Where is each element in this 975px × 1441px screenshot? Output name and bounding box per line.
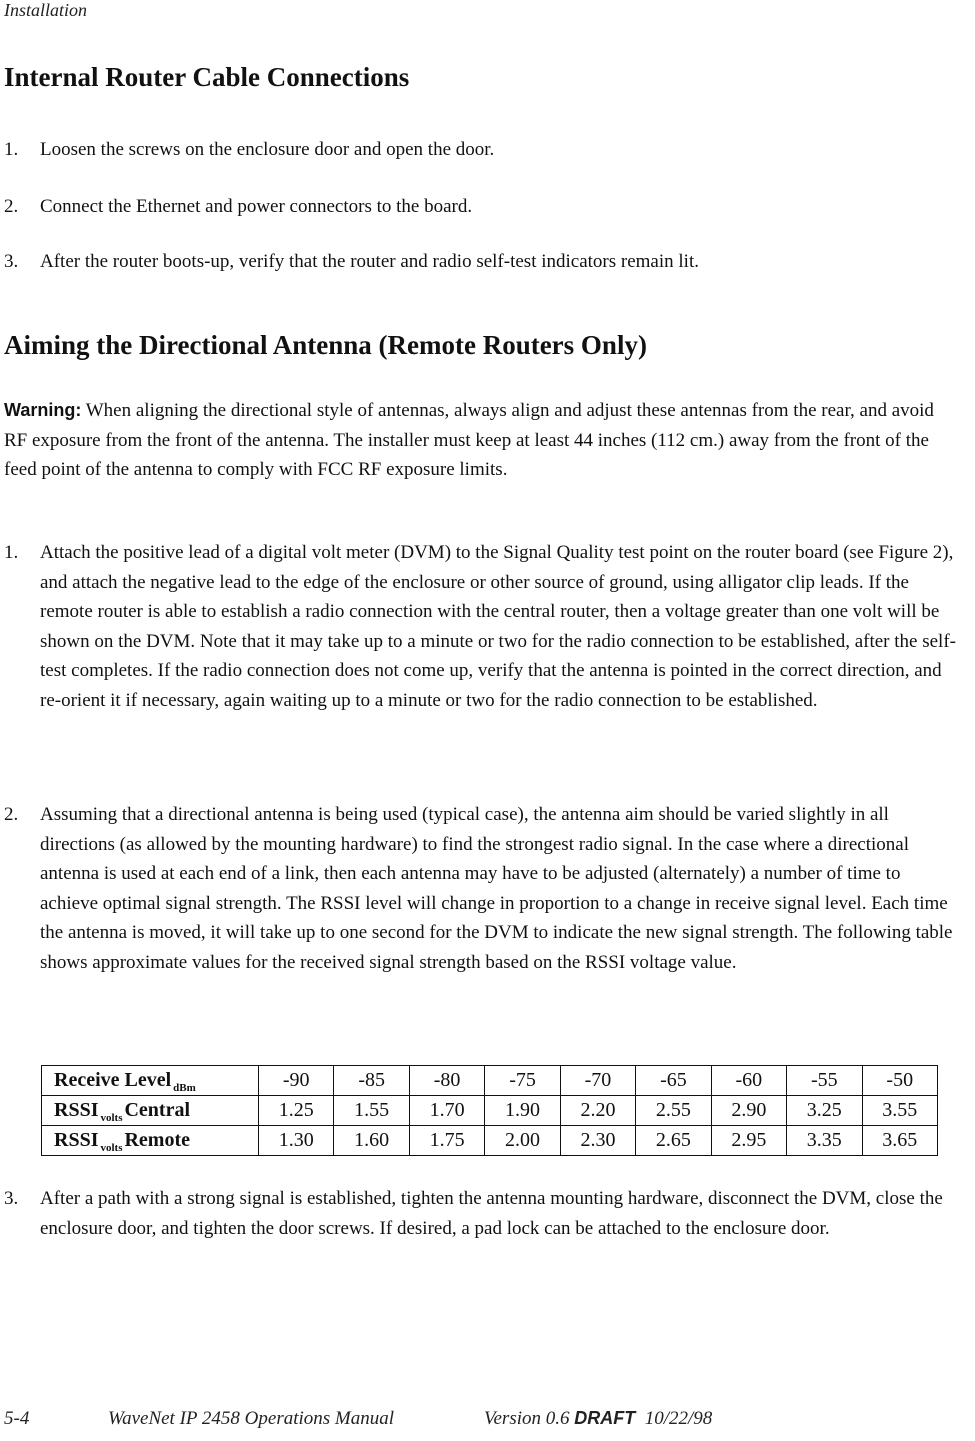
step-text: After a path with a strong signal is established, tighten the antenna mounting hardware, disconnect the DVM, close the enclosure door, and tighten the door screws. If desired, a pad lock can be attached to the enclosure door. — [40, 1188, 943, 1239]
table-cell: 3.55 — [862, 1096, 938, 1126]
table-cell: 2.20 — [560, 1096, 635, 1126]
running-head: Installation — [4, 0, 88, 20]
table-cell: -50 — [862, 1066, 938, 1096]
unit-subscript: volts — [100, 1112, 123, 1124]
table-cell: 1.70 — [409, 1096, 484, 1126]
unit-subscript: volts — [100, 1142, 123, 1154]
table-cell: 3.35 — [787, 1126, 862, 1156]
rssi-table — [41, 1065, 938, 1156]
list-item — [4, 1184, 959, 1243]
step-number: 1. — [4, 139, 19, 160]
table-row — [42, 1096, 938, 1126]
table-cell: 1.60 — [334, 1126, 409, 1156]
section-heading-aiming-antenna: Aiming the Directional Antenna (Remote Routers Only) — [4, 330, 647, 360]
warning-paragraph — [4, 396, 959, 485]
step-text: Assuming that a directional antenna is being used (typical case), the antenna aim should be varied slightly in all directions (as allowed by the mounting hardware) to find the strongest radio signal. In the case where a directional antenna is used at each end of a link, then each antenna may have to be adjusted (alternately) a number of time to achieve optimal signal strength. The RSSI level will change in proportion to a change in receive signal level. Each time the antenna is moved, it will take up to one second for the DVM to indicate the new signal strength. The following table shows approximate values for the received signal strength based on the RSSI voltage value. — [40, 804, 953, 973]
table-cell: 2.00 — [485, 1126, 560, 1156]
row-header: RSSI $_{volts}$ Remote — [42, 1126, 259, 1156]
table-row — [42, 1126, 938, 1156]
list-item — [4, 800, 959, 977]
table-cell: -85 — [334, 1066, 409, 1096]
step-number: 2. — [4, 804, 19, 825]
row-header: RSSI $_{volts}$ Central — [42, 1096, 259, 1126]
step-text: Attach the positive lead of a digital volt meter (DVM) to the Signal Quality test point on the router board (see Figure 2), and attach the negative lead to the edge of the enclosure or other source of ground, using alligator clip leads. If the remote router is able to establish a radio connection with the central router, then a voltage greater than one volt will be shown on the DVM. Note that it may take up to a minute or two for the radio connection to be established, after the self-test completes. If the radio connection does not come up, verify that the antenna is pointed in the correct direction, and re-orient it if necessary, again waiting up to a minute or two for the radio connection to be established. — [40, 542, 956, 711]
step-text: Loosen the screws on the enclosure door and open the door. — [40, 139, 495, 160]
table-cell: 2.90 — [711, 1096, 786, 1126]
table-cell: -55 — [787, 1066, 862, 1096]
list-item — [4, 538, 959, 715]
table-row — [42, 1066, 938, 1096]
row-header: Receive Level $_{dBm}$ — [42, 1066, 259, 1096]
step-number: 2. — [4, 196, 19, 217]
section-heading-cable-connections: Internal Router Cable Connections — [4, 62, 410, 92]
footer-date: 10/22/98 — [644, 1408, 713, 1429]
table-cell: -60 — [711, 1066, 786, 1096]
table-cell: 2.95 — [711, 1126, 786, 1156]
table-cell: 2.55 — [636, 1096, 711, 1126]
step-number: 1. — [4, 542, 19, 563]
step-number: 3. — [4, 1188, 19, 1209]
footer-version-label: Version 0.6 — [484, 1408, 570, 1429]
table-cell: 1.25 — [259, 1096, 334, 1126]
unit-subscript: dBm — [173, 1082, 196, 1094]
footer-manual-title: WaveNet IP 2458 Operations Manual — [108, 1408, 395, 1429]
table-cell: 2.30 — [560, 1126, 635, 1156]
step-text: Connect the Ethernet and power connectors to the board. — [40, 196, 473, 217]
table-cell: -75 — [485, 1066, 560, 1096]
table-cell: -80 — [409, 1066, 484, 1096]
table-cell: -90 — [259, 1066, 334, 1096]
table-cell: 3.65 — [862, 1126, 938, 1156]
list-item — [4, 247, 959, 277]
list-item — [4, 192, 959, 222]
table-cell: 1.75 — [409, 1126, 484, 1156]
table-cell: -70 — [560, 1066, 635, 1096]
table-cell: 1.30 — [259, 1126, 334, 1156]
table-cell: 3.25 — [787, 1096, 862, 1126]
warning-label: Warning: — [4, 400, 82, 420]
footer-page-number: 5-4 — [4, 1408, 30, 1429]
step-text: After the router boots-up, verify that the router and radio self-test indicators remain lit. — [40, 251, 699, 272]
list-item — [4, 135, 959, 165]
warning-text: When aligning the directional style of antennas, always align and adjust these antennas from the rear, and avoid RF exposure from the front of the antenna. The installer must keep at least 44 inches (112 cm.) away from the front of the feed point of the antenna to comply with FCC RF exposure limits. — [4, 400, 934, 480]
table-cell: 2.65 — [636, 1126, 711, 1156]
step-number: 3. — [4, 251, 19, 272]
footer-draft-label: DRAFT — [574, 1408, 636, 1428]
table-cell: -65 — [636, 1066, 711, 1096]
table-cell: 1.90 — [485, 1096, 560, 1126]
footer-version — [484, 1408, 712, 1430]
table-cell: 1.55 — [334, 1096, 409, 1126]
